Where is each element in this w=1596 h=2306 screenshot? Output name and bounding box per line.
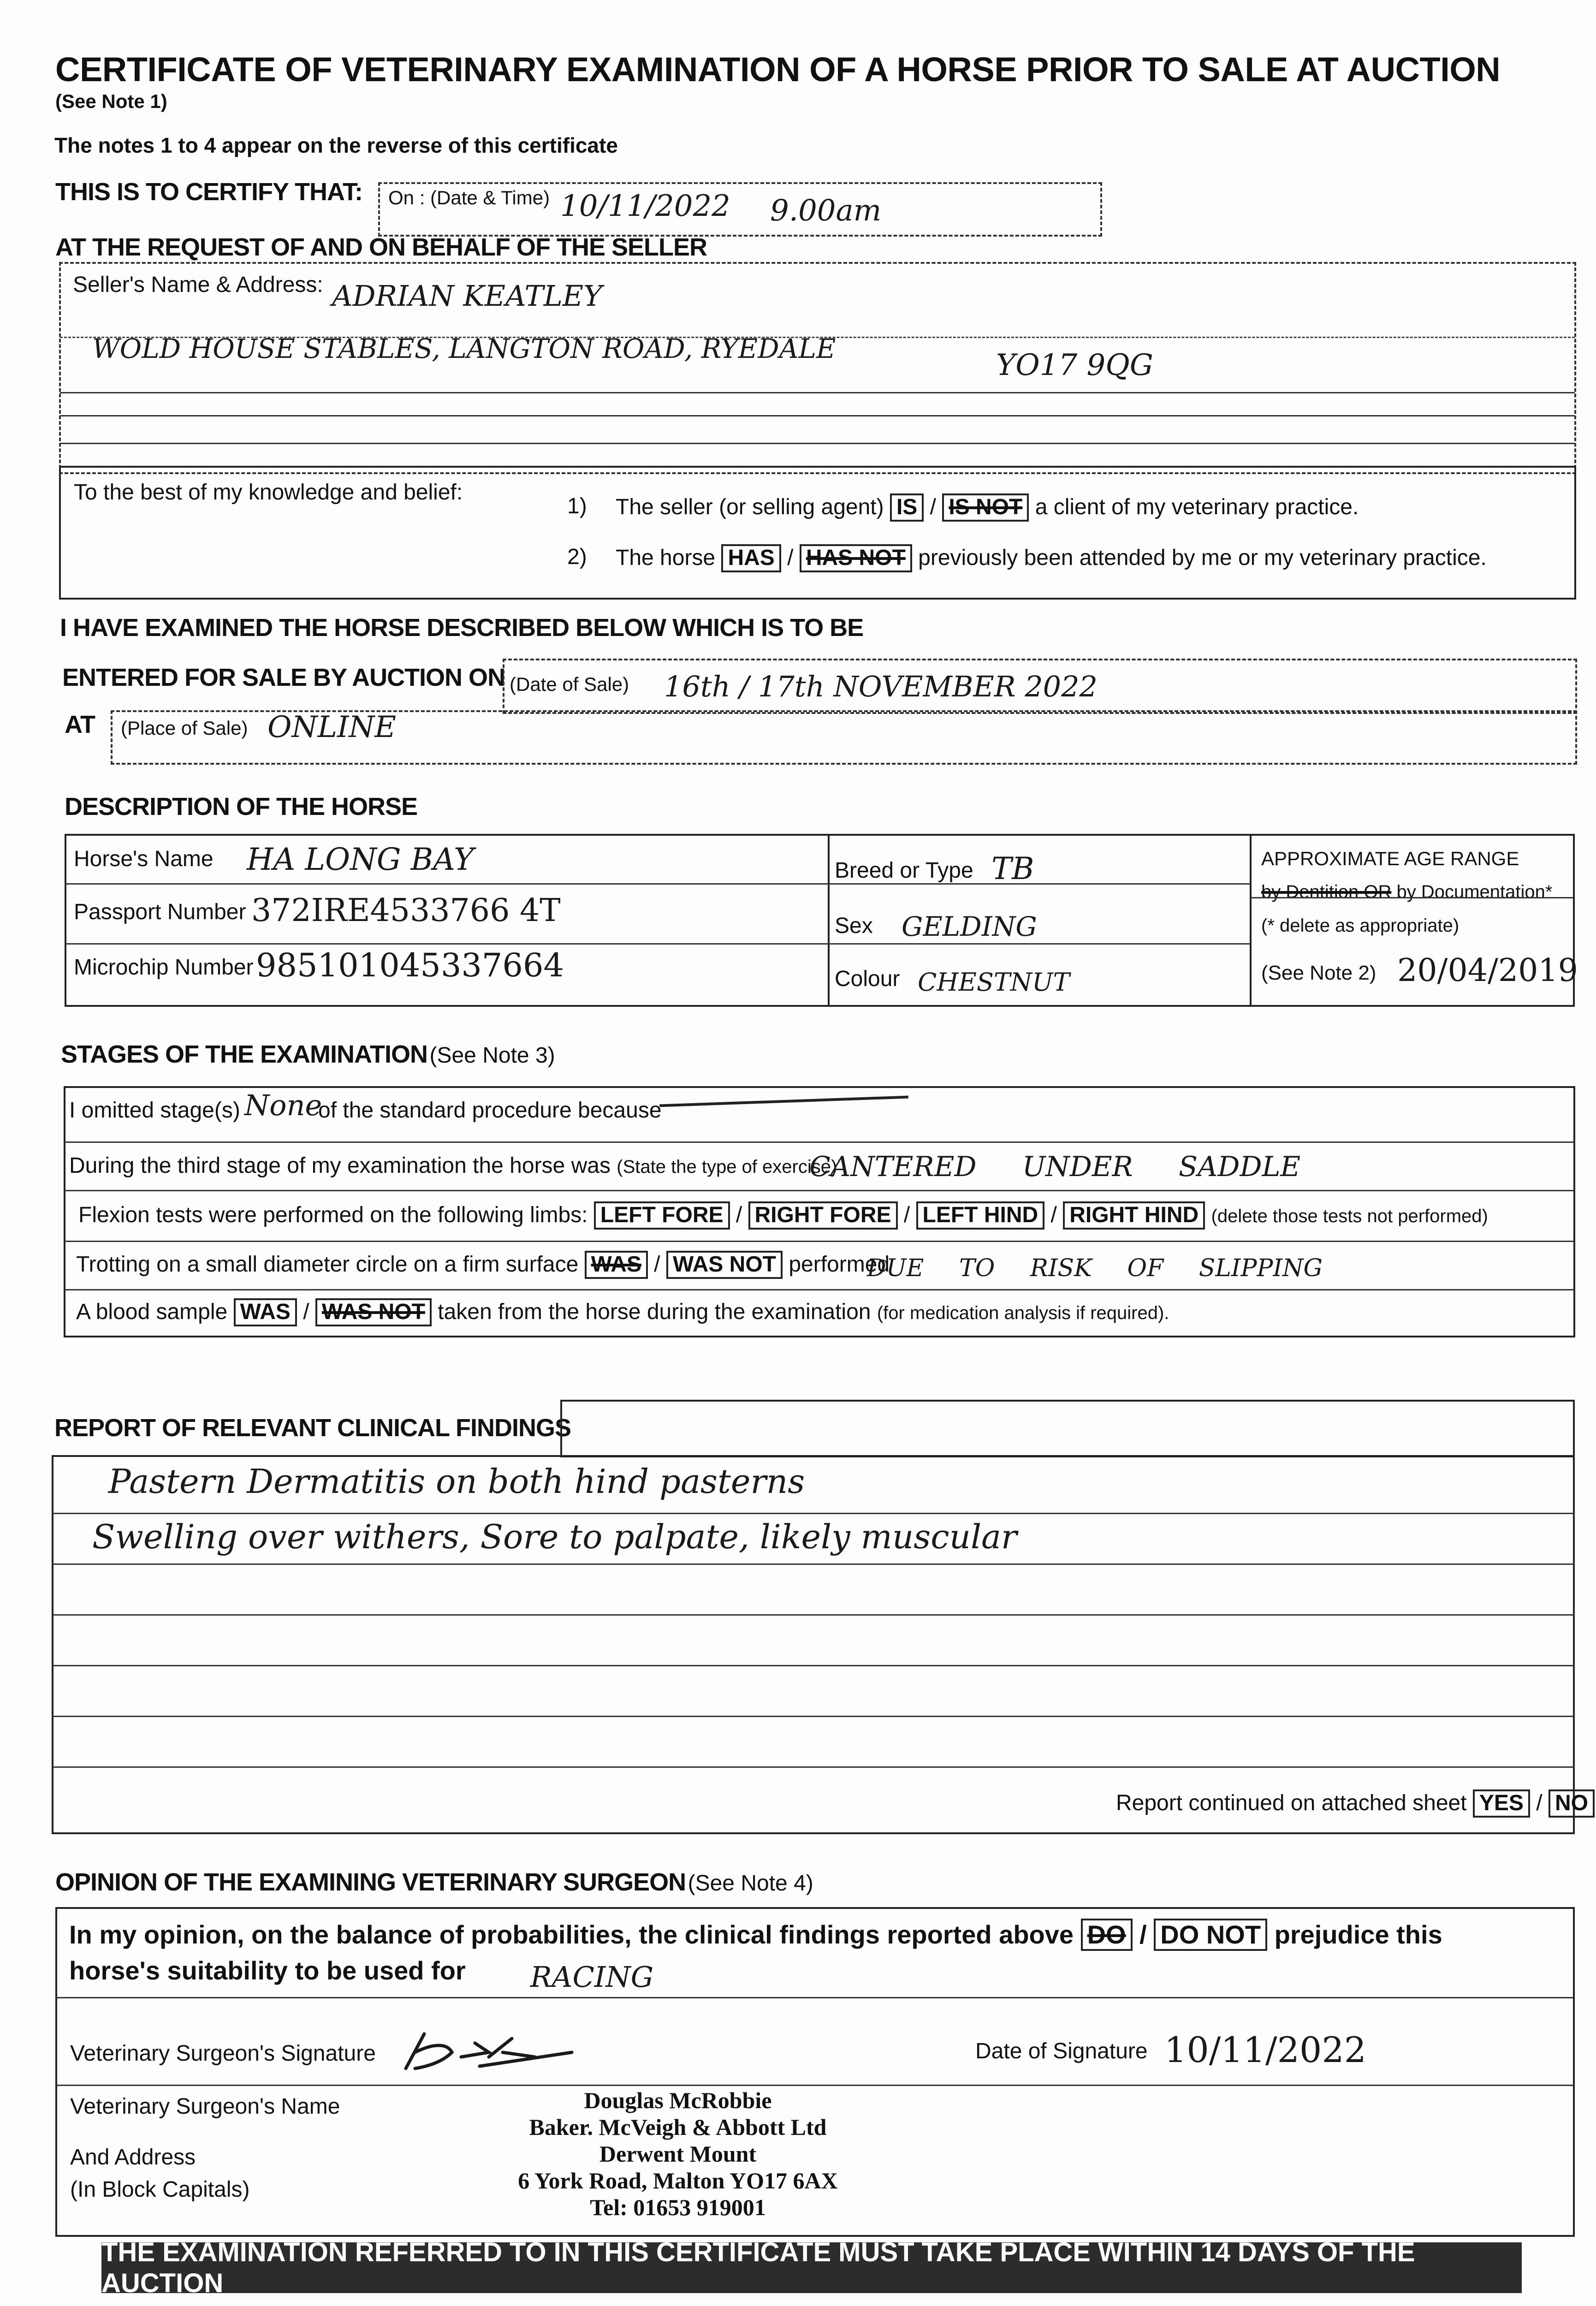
report-continued-label: Report continued on attached sheet	[1116, 1791, 1467, 1815]
opinion-text-1: In my opinion, on the balance of probabilities, the clinical findings reported above DO / DO NOT prejudice this	[69, 1919, 1442, 1951]
stamp-line-3: Derwent Mount	[599, 2141, 757, 2167]
opinion-do-not-option[interactable]: DO NOT	[1154, 1919, 1267, 1951]
stamp-line-2: Baker. McVeigh & Abbott Ltd	[529, 2114, 827, 2140]
stages-heading	[61, 1040, 555, 1069]
opinion-heading-row	[55, 1868, 813, 1896]
at-label: AT	[65, 711, 95, 738]
desc-col-divider-1	[828, 834, 830, 1007]
horse-name-label: Horse's Name	[74, 847, 214, 871]
seller-is-not-option[interactable]: IS NOT	[942, 493, 1029, 522]
seller-is-option[interactable]: IS	[890, 493, 924, 522]
report-finding-2[interactable]: Swelling over withers, Sore to palpate, likely muscular	[92, 1517, 1017, 1556]
desc-row-divider-1	[65, 883, 1251, 885]
blood-small: (for medication analysis if required).	[877, 1303, 1169, 1323]
breed-value[interactable]: TB	[991, 851, 1034, 886]
date-of-sale-value: 16th / 17th NOVEMBER 2022	[664, 670, 1098, 703]
request-heading: AT THE REQUEST OF AND ON BEHALF OF THE SELLER	[55, 233, 707, 261]
omitted-stages-pre: I omitted stage(s)	[69, 1098, 240, 1123]
date-of-sale-label: (Date of Sale)	[510, 673, 629, 695]
trot-label: Trotting on a small diameter circle on a firm surface	[76, 1252, 579, 1277]
age-value[interactable]: 20/04/2019	[1397, 952, 1578, 989]
horse-has-not-option[interactable]: HAS NOT	[800, 544, 912, 572]
report-line-5	[53, 1716, 1574, 1717]
vet-address-label: And Address	[70, 2145, 196, 2169]
item2-pre: The horse	[616, 546, 716, 570]
desc-col-divider-2	[1250, 834, 1252, 1007]
right-hind-option[interactable]: RIGHT HIND	[1063, 1201, 1205, 1230]
date-of-signature-label: Date of Signature	[975, 2039, 1148, 2063]
exam-time: 9.00am	[770, 194, 882, 228]
item1-post: a client of my veterinary practice.	[1035, 495, 1359, 519]
opinion-do-option[interactable]: DO	[1081, 1919, 1133, 1951]
trot-row: Trotting on a small diameter circle on a firm surface WAS / WAS NOT performed	[76, 1251, 890, 1279]
place-of-sale-label: (Place of Sale)	[121, 717, 248, 739]
opinion-text-post: prejudice this	[1274, 1920, 1442, 1949]
flexion-label: Flexion tests were performed on the following limbs:	[78, 1203, 588, 1227]
stages-row-2	[65, 1190, 1574, 1191]
blood-post: taken from the horse during the examination	[438, 1300, 871, 1324]
seller-name[interactable]: ADRIAN KEATLEY	[332, 279, 603, 313]
certificate-title: CERTIFICATE OF VETERINARY EXAMINATION OF A HORSE PRIOR TO SALE AT AUCTION	[55, 50, 1501, 89]
age-by-documentation[interactable]: by Documentation*	[1396, 882, 1553, 902]
entered-heading: ENTERED FOR SALE BY AUCTION ON	[62, 664, 505, 691]
place-of-sale-value: ONLINE	[267, 710, 396, 744]
item2-post: previously been attended by me or my veterinary practice.	[918, 546, 1487, 570]
belief-label: To the best of my knowledge and belief:	[74, 480, 463, 505]
microchip-label: Microchip Number	[74, 955, 254, 980]
flexion-row: Flexion tests were performed on the following limbs: LEFT FORE / RIGHT FORE / LEFT HIND / RIGHT HIND (delete those tests not performed)	[78, 1201, 1488, 1230]
third-stage-row	[69, 1153, 837, 1178]
block-capitals-label: (In Block Capitals)	[70, 2177, 250, 2202]
report-line-4	[53, 1665, 1574, 1666]
third-stage-label: During the third stage of my examination the horse was	[69, 1153, 611, 1178]
blood-row: A blood sample WAS / WAS NOT taken from the horse during the examination (for medication analysis if required).	[76, 1298, 1169, 1326]
vet-stamp	[493, 2087, 862, 2221]
colour-value[interactable]: CHESTNUT	[918, 968, 1070, 997]
trot-post: performed	[789, 1252, 890, 1277]
microchip-value[interactable]: 985101045337664	[256, 946, 564, 984]
notes-line: The notes 1 to 4 appear on the reverse of this certificate	[54, 133, 618, 157]
age-by-dentition[interactable]: by Dentition OR	[1261, 882, 1392, 902]
seller-address[interactable]: WOLD HOUSE STABLES, LANGTON ROAD, RYEDALE	[92, 333, 836, 364]
age-delete-note: (* delete as appropriate)	[1261, 915, 1460, 936]
report-line-1	[53, 1513, 1574, 1514]
item1-text: The seller (or selling agent) IS / IS NOT a client of my veterinary practice.	[616, 493, 1359, 522]
examined-heading: I HAVE EXAMINED THE HORSE DESCRIBED BELOW WHICH IS TO BE	[60, 614, 864, 642]
blood-was-not-option[interactable]: WAS NOT	[315, 1298, 432, 1326]
item2-text: The horse HAS / HAS NOT previously been attended by me or my veterinary practice.	[616, 544, 1487, 572]
colour-label: Colour	[835, 967, 900, 991]
stages-row-4	[65, 1289, 1574, 1290]
age-range-heading: APPROXIMATE AGE RANGE	[1261, 848, 1519, 869]
seller-label: Seller's Name & Address:	[73, 273, 323, 297]
report-line-6	[53, 1766, 1574, 1768]
footer-banner: THE EXAMINATION REFERRED TO IN THIS CERTIFICATE MUST TAKE PLACE WITHIN 14 DAYS OF THE AUCTION	[101, 2242, 1522, 2293]
flexion-note: (delete those tests not performed)	[1211, 1206, 1488, 1226]
continued-no-option[interactable]: NO	[1549, 1789, 1595, 1818]
seller-postcode[interactable]: YO17 9QG	[996, 348, 1153, 382]
stages-row-1	[65, 1141, 1574, 1143]
opinion-note: (See Note 4)	[688, 1871, 813, 1896]
report-line-2	[53, 1563, 1574, 1565]
stages-title: STAGES OF THE EXAMINATION	[61, 1040, 428, 1068]
vet-name-label: Veterinary Surgeon's Name	[70, 2094, 340, 2119]
signature-scribble[interactable]	[397, 2025, 581, 2075]
seller-line-4	[60, 443, 1575, 444]
report-heading: REPORT OF RELEVANT CLINICAL FINDINGS	[54, 1414, 571, 1442]
breed-label: Breed or Type	[835, 858, 973, 883]
passport-label: Passport Number	[74, 900, 246, 924]
stages-row-3	[65, 1241, 1574, 1242]
sex-value[interactable]: GELDING	[902, 911, 1037, 942]
continued-yes-option[interactable]: YES	[1473, 1789, 1530, 1818]
seller-line-2	[60, 392, 1575, 393]
on-date-time-label: On : (Date & Time)	[388, 187, 550, 208]
seller-line-3	[60, 415, 1575, 416]
horse-has-option[interactable]: HAS	[721, 544, 781, 572]
desc-row-divider-2	[65, 943, 1251, 945]
third-stage-value[interactable]: CANTERED UNDER SADDLE	[809, 1151, 1301, 1183]
opinion-heading: OPINION OF THE EXAMINING VETERINARY SURGEON	[55, 1868, 686, 1896]
see-note-1: (See Note 1)	[55, 90, 167, 112]
date-of-signature-value[interactable]: 10/11/2022	[1164, 2029, 1367, 2070]
omitted-stages-post: of the standard procedure because	[318, 1098, 662, 1123]
third-stage-small: (State the type of exercise)	[617, 1157, 837, 1177]
report-continued: Report continued on attached sheet YES / NO	[1116, 1789, 1595, 1818]
left-fore-option[interactable]: LEFT FORE	[594, 1201, 730, 1230]
opinion-divider-1	[56, 1997, 1573, 1998]
item1-number: 1)	[567, 494, 587, 518]
item2-number: 2)	[567, 545, 587, 569]
age-divider	[1251, 897, 1573, 898]
trot-was-not-option[interactable]: WAS NOT	[666, 1251, 783, 1279]
stamp-line-4: 6 York Road, Malton YO17 6AX	[518, 2168, 838, 2193]
report-line-3	[53, 1614, 1574, 1616]
signature-label: Veterinary Surgeon's Signature	[70, 2041, 376, 2066]
left-hind-option[interactable]: LEFT HIND	[916, 1201, 1045, 1230]
trot-reason[interactable]: DUE TO RISK OF SLIPPING	[867, 1254, 1323, 1282]
blood-label: A blood sample	[76, 1300, 228, 1324]
stamp-line-5: Tel: 01653 919001	[590, 2194, 766, 2220]
sex-label: Sex	[835, 914, 873, 938]
age-method	[1261, 882, 1552, 903]
age-see-note: (See Note 2)	[1261, 962, 1376, 984]
report-box	[52, 1455, 1575, 1834]
blood-was-option[interactable]: WAS	[234, 1298, 297, 1326]
passport-value[interactable]: 372IRE4533766 4T	[251, 892, 561, 929]
right-fore-option[interactable]: RIGHT FORE	[748, 1201, 898, 1230]
horse-name-value[interactable]: HA LONG BAY	[247, 842, 474, 877]
exam-date: 10/11/2022	[560, 189, 730, 223]
report-header-box	[560, 1400, 1575, 1457]
opinion-text-pre: In my opinion, on the balance of probabilities, the clinical findings reported above	[69, 1920, 1074, 1949]
certify-label: THIS IS TO CERTIFY THAT:	[55, 178, 363, 206]
opinion-divider-2	[56, 2085, 1573, 2086]
stages-note: (See Note 3)	[429, 1043, 555, 1068]
omitted-stages-value[interactable]: None	[244, 1088, 322, 1122]
opinion-text-2: horse's suitability to be used for	[69, 1956, 466, 1985]
report-finding-1[interactable]: Pastern Dermatitis on both hind pasterns	[108, 1462, 805, 1501]
stamp-line-1: Douglas McRobbie	[584, 2087, 772, 2113]
opinion-use-value[interactable]: RACING	[530, 1960, 654, 1994]
trot-was-option[interactable]: WAS	[585, 1251, 648, 1279]
description-heading: DESCRIPTION OF THE HORSE	[65, 793, 418, 820]
item1-pre: The seller (or selling agent)	[616, 495, 884, 519]
